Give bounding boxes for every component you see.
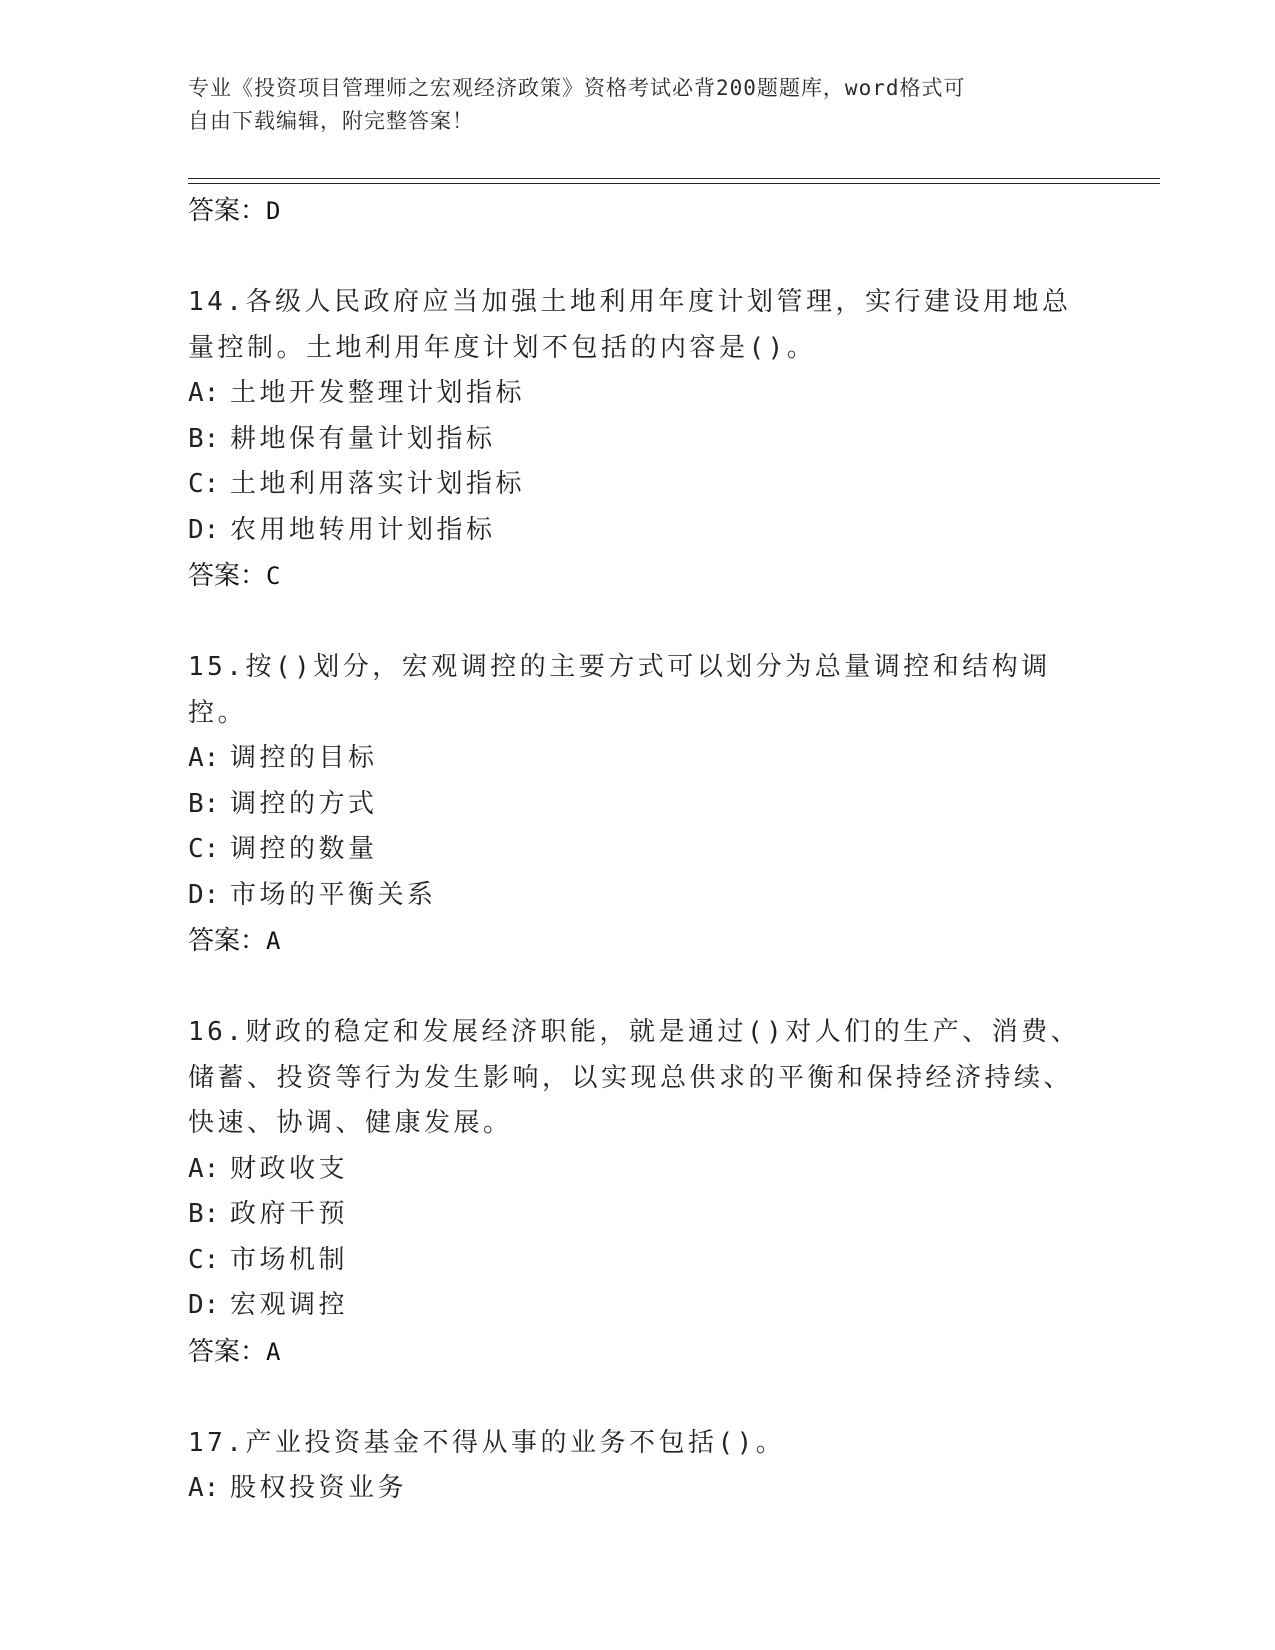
answer-label: 答案： bbox=[188, 561, 267, 591]
option-d bbox=[188, 1283, 1088, 1329]
option-c bbox=[188, 827, 1088, 873]
option-b bbox=[188, 782, 1088, 828]
option-key: C: bbox=[188, 834, 220, 864]
header-divider-bottom bbox=[188, 183, 1160, 184]
option-key: C: bbox=[188, 469, 220, 499]
option-key: A: bbox=[188, 743, 220, 773]
answer-line bbox=[188, 918, 1088, 964]
option-text: 土地开发整理计划指标 bbox=[230, 378, 526, 408]
answer-label: 答案： bbox=[188, 926, 267, 956]
option-text: 土地利用落实计划指标 bbox=[230, 469, 526, 499]
option-text: 调控的目标 bbox=[230, 743, 378, 773]
option-d bbox=[188, 873, 1088, 919]
option-key: A: bbox=[188, 378, 220, 408]
option-key: A: bbox=[188, 1473, 220, 1503]
option-a bbox=[188, 736, 1088, 782]
option-b bbox=[188, 417, 1088, 463]
option-text: 市场机制 bbox=[230, 1244, 349, 1275]
option-text: 调控的数量 bbox=[230, 834, 378, 864]
option-key: B: bbox=[188, 423, 220, 454]
question-stem: 16.财政的稳定和发展经济职能，就是通过()对人们的生产、消费、储蓄、投资等行为发生影响，以实现总供求的平衡和保持经济持续、快速、协调、健康发展。 bbox=[188, 1017, 1081, 1138]
header-line-2: 自由下载编辑，附完整答案！ bbox=[188, 109, 474, 133]
answer-label: 答案： bbox=[188, 196, 267, 226]
option-text: 调控的方式 bbox=[230, 788, 378, 819]
option-text: 耕地保有量计划指标 bbox=[230, 423, 496, 454]
question-item bbox=[188, 645, 1088, 964]
option-a bbox=[188, 1147, 1088, 1193]
option-text: 政府干预 bbox=[230, 1199, 349, 1229]
answer-line bbox=[188, 1329, 1088, 1375]
question-stem: 17.产业投资基金不得从事的业务不包括()。 bbox=[188, 1427, 786, 1458]
question-item bbox=[188, 280, 1088, 599]
option-a bbox=[188, 1466, 1088, 1512]
option-a bbox=[188, 371, 1088, 417]
answer-value: A bbox=[266, 927, 281, 955]
answer-value: D bbox=[266, 197, 281, 225]
option-key: C: bbox=[188, 1244, 220, 1275]
answer-value: A bbox=[266, 1337, 281, 1366]
option-text: 股权投资业务 bbox=[230, 1473, 408, 1503]
option-key: D: bbox=[188, 879, 220, 910]
option-key: D: bbox=[188, 514, 220, 545]
option-c bbox=[188, 1238, 1088, 1284]
header-line-1: 专业《投资项目管理师之宏观经济政策》资格考试必背200题题库，word格式可 bbox=[188, 76, 966, 100]
question-list bbox=[188, 188, 1088, 1512]
answer-line bbox=[188, 553, 1088, 599]
option-text: 农用地转用计划指标 bbox=[230, 514, 496, 545]
question-stem: 14.各级人民政府应当加强土地利用年度计划管理，实行建设用地总量控制。土地利用年度计划不包括的内容是()。 bbox=[188, 287, 1072, 363]
option-text: 财政收支 bbox=[230, 1153, 349, 1184]
option-key: B: bbox=[188, 1199, 220, 1229]
option-key: D: bbox=[188, 1290, 220, 1320]
question-item bbox=[188, 1010, 1088, 1375]
document-header bbox=[188, 72, 1088, 138]
answer-label: 答案： bbox=[188, 1336, 267, 1367]
option-text: 市场的平衡关系 bbox=[230, 879, 437, 910]
option-b bbox=[188, 1192, 1088, 1238]
option-key: A: bbox=[188, 1153, 220, 1184]
option-c bbox=[188, 462, 1088, 508]
option-text: 宏观调控 bbox=[230, 1290, 349, 1320]
question-stem: 15.按()划分，宏观调控的主要方式可以划分为总量调控和结构调控。 bbox=[188, 652, 1051, 728]
option-key: B: bbox=[188, 788, 220, 819]
question-item bbox=[188, 1421, 1088, 1512]
header-divider-top bbox=[188, 178, 1160, 179]
answer-value: C bbox=[266, 562, 281, 590]
answer-line bbox=[188, 188, 1088, 234]
option-d bbox=[188, 508, 1088, 554]
